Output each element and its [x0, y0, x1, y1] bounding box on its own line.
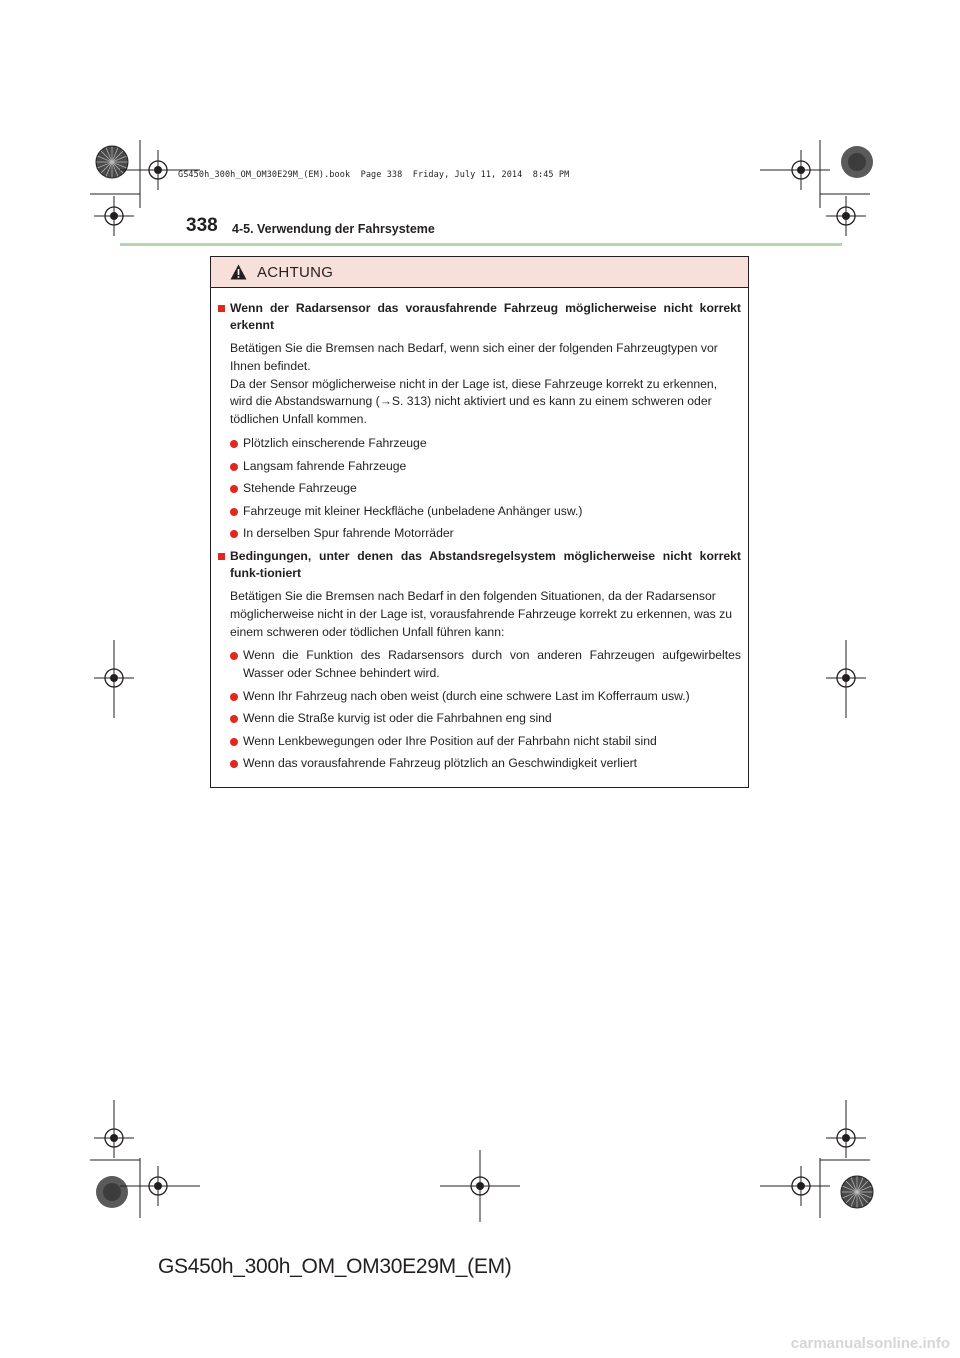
- list-item-text: Plötzlich einscherende Fahrzeuge: [243, 435, 427, 450]
- list-item: [230, 525, 741, 543]
- watermark: carmanualsonline.info: [790, 1335, 950, 1352]
- list-item: [230, 733, 741, 751]
- warning-triangle-icon: [230, 264, 247, 280]
- list-item: [230, 647, 741, 682]
- square-bullet-icon: [218, 305, 225, 312]
- list-item: [230, 503, 741, 521]
- circle-bullet-icon: [230, 485, 238, 493]
- circle-bullet-icon: [230, 652, 238, 660]
- header-rule: [120, 243, 842, 246]
- list-item: [230, 480, 741, 498]
- list-item-text: Wenn Ihr Fahrzeug nach oben weist (durch eine schwere Last im Kofferraum usw.): [243, 688, 690, 703]
- warning-paragraph: Betätigen Sie die Bremsen nach Bedarf in den folgenden Situationen, da der Radarsensor möglicherweise nicht in der Lage ist, vorausfahrende Fahrzeuge korrekt zu erkennen, was zu einem schweren oder tödlichen Unfall führen kann:: [230, 588, 732, 639]
- warning-heading: ACHTUNG: [257, 263, 334, 281]
- warning-body: [211, 288, 748, 773]
- warning-header: [211, 257, 748, 288]
- square-bullet-icon: [218, 553, 225, 560]
- section-title: 4-5. Verwendung der Fahrsysteme: [232, 222, 435, 236]
- warning-item: [218, 548, 741, 582]
- warning-paragraph-group: [230, 588, 741, 641]
- warning-item-title: Bedingungen, unter denen das Abstandsregelsystem möglicherweise nicht korrekt funk-tioniert: [230, 548, 741, 580]
- list-item-text: Langsam fahrende Fahrzeuge: [243, 458, 407, 473]
- warning-box: [210, 256, 749, 788]
- list-item: [230, 435, 741, 453]
- page-number: 338: [186, 215, 218, 236]
- list-item-text: Wenn die Straße kurvig ist oder die Fahrbahnen eng sind: [243, 711, 552, 726]
- circle-bullet-icon: [230, 738, 238, 746]
- circle-bullet-icon: [230, 715, 238, 723]
- warning-paragraph: Betätigen Sie die Bremsen nach Bedarf, wenn sich einer der folgenden Fahrzeugtypen vor Ihnen befindet.: [230, 341, 718, 373]
- warning-paragraph: Da der Sensor möglicherweise nicht in der Lage ist, diese Fahrzeuge korrekt zu erkennen, wird die Abstandswarnung (→S. 313) nicht aktiviert und es kann zu einem schweren oder tödlichen Unfall kommen.: [230, 376, 718, 427]
- circle-bullet-icon: [230, 693, 238, 701]
- list-item-text: Fahrzeuge mit kleiner Heckfläche (unbeladene Anhänger usw.): [243, 503, 583, 518]
- warning-item-title: Wenn der Radarsensor das vorausfahrende Fahrzeug möglicherweise nicht korrekt erkennt: [230, 301, 741, 332]
- circle-bullet-icon: [230, 760, 238, 768]
- list-item-text: Wenn die Funktion des Radarsensors durch von anderen Fahrzeugen aufgewirbeltes Wasser oder Schnee behindert wird.: [243, 648, 741, 680]
- list-item-text: Stehende Fahrzeuge: [243, 481, 357, 496]
- circle-bullet-icon: [230, 508, 238, 516]
- list-item-text: Wenn das vorausfahrende Fahrzeug plötzlich an Geschwindigkeit verliert: [243, 756, 638, 771]
- circle-bullet-icon: [230, 463, 238, 471]
- list-item: [230, 458, 741, 476]
- list-item-text: In derselben Spur fahrende Motorräder: [243, 526, 454, 541]
- list-item: [230, 688, 741, 706]
- footer-document-code: GS450h_300h_OM_OM30E29M_(EM): [158, 1255, 512, 1278]
- circle-bullet-icon: [230, 530, 238, 538]
- warning-paragraph-group: [230, 340, 741, 429]
- warning-item: [218, 300, 741, 334]
- book-info-line: GS450h_300h_OM_OM30E29M_(EM).book Page 338 Friday, July 11, 2014 8:45 PM: [178, 170, 570, 180]
- list-item-text: Wenn Lenkbewegungen oder Ihre Position auf der Fahrbahn nicht stabil sind: [243, 733, 657, 748]
- list-item: [230, 755, 741, 773]
- circle-bullet-icon: [230, 440, 238, 448]
- list-item: [230, 710, 741, 728]
